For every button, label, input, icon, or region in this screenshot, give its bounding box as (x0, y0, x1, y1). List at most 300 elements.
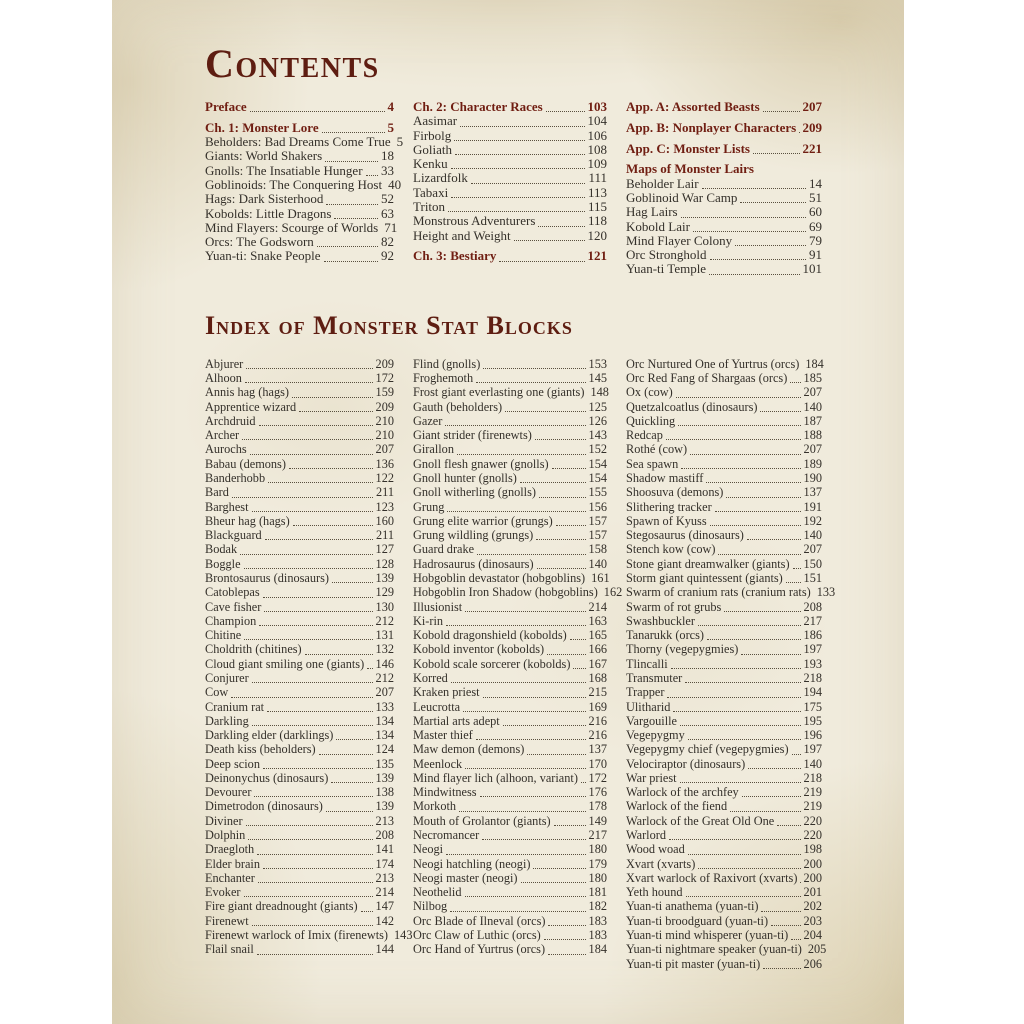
entry-page-number: 124 (375, 742, 394, 757)
entry-page-number: 176 (588, 785, 607, 800)
dot-leader (693, 221, 806, 232)
index-entry (205, 585, 394, 599)
entry-page-number: 133 (816, 585, 836, 600)
entry-label: Cranium rat (205, 699, 265, 714)
entry-label: Yuan-ti Temple (626, 261, 707, 277)
dot-leader (581, 773, 586, 784)
entry-page-number: 208 (803, 599, 822, 614)
dot-leader (688, 844, 801, 855)
entry-label: Darkling elder (darklings) (205, 728, 334, 743)
entry-page-number: 180 (588, 842, 607, 857)
entry-label: Shadow mastiff (626, 471, 704, 486)
entry-label: Deinonychus (dinosaurs) (205, 770, 329, 785)
entry-page-number: 120 (587, 227, 607, 243)
entry-label: Orc Red Fang of Shargaas (orcs) (626, 371, 788, 386)
index-entry (413, 585, 623, 600)
dot-leader (232, 487, 373, 498)
dot-leader (673, 701, 800, 712)
dot-leader (455, 144, 585, 155)
entry-page-number: 165 (588, 628, 607, 643)
index-entry (413, 757, 607, 771)
entry-page-number: 118 (587, 213, 607, 229)
dot-leader (324, 251, 378, 262)
index-entry (205, 442, 394, 456)
dot-leader (257, 844, 372, 855)
entry-page-number: 188 (803, 428, 822, 443)
entry-label: App. C: Monster Lists (626, 140, 750, 156)
entry-page-number: 140 (588, 556, 607, 571)
index-entry (413, 899, 607, 913)
dot-leader (792, 744, 801, 755)
entry-page-number: 92 (381, 248, 394, 264)
index-entry (205, 814, 394, 828)
index-entry (205, 700, 394, 714)
index-entry (205, 514, 394, 528)
dot-leader (231, 687, 372, 698)
entry-page-number: 216 (588, 713, 607, 728)
entry-page-number: 185 (803, 371, 822, 386)
index-entry (205, 428, 394, 442)
toc-entry (626, 162, 822, 176)
entry-page-number: 179 (588, 856, 607, 871)
entry-label: Catoblepas (205, 585, 260, 600)
entry-page-number: 150 (803, 556, 822, 571)
dot-leader (676, 387, 801, 398)
entry-page-number: 216 (588, 728, 607, 743)
entry-page-number: 175 (803, 699, 822, 714)
dot-leader (538, 216, 585, 227)
entry-page-number: 191 (803, 499, 822, 514)
entry-label: Goblinoids: The Conquering Host (205, 176, 383, 192)
dot-leader (791, 930, 800, 941)
index-entry (626, 828, 822, 842)
entry-page-number: 221 (802, 140, 822, 156)
entry-label: Barghest (205, 499, 249, 514)
entry-label: Spawn of Kyuss (626, 513, 707, 528)
index-entry (626, 928, 822, 942)
index-entry (626, 700, 822, 714)
entry-page-number: 136 (375, 456, 394, 471)
toc-entry (626, 177, 822, 191)
dot-leader (252, 915, 373, 926)
index-entry (205, 857, 394, 871)
dot-leader (477, 544, 585, 555)
entry-page-number: 146 (375, 656, 394, 671)
index-entry (205, 400, 394, 414)
entry-page-number: 218 (803, 670, 822, 685)
entry-label: Height and Weight (413, 227, 511, 243)
dot-leader (465, 887, 586, 898)
entry-page-number: 139 (375, 770, 394, 785)
entry-label: Elder brain (205, 856, 260, 871)
index-entry (626, 942, 827, 957)
index-entry (413, 642, 607, 656)
dot-leader (793, 558, 801, 569)
dot-leader (760, 401, 800, 412)
index-entry (626, 571, 822, 585)
entry-page-number: 40 (388, 176, 402, 192)
dot-leader (533, 858, 585, 869)
entry-label: Swashbuckler (626, 613, 695, 628)
entry-page-number: 214 (375, 885, 394, 900)
entry-label: Morkoth (413, 799, 457, 814)
entry-page-number: 189 (803, 456, 822, 471)
entry-label: App. A: Assorted Beasts (626, 99, 760, 114)
page-content (205, 41, 836, 971)
index-entry (413, 400, 607, 414)
entry-label: Mind Flayer Colony (626, 232, 733, 248)
dot-leader (322, 122, 385, 133)
entry-page-number: 143 (394, 928, 413, 943)
entry-label: Aurochs (205, 442, 247, 457)
entry-page-number: 220 (803, 828, 822, 843)
entry-label: Grung wildling (grungs) (413, 528, 534, 543)
index-entry (626, 442, 822, 456)
entry-page-number: 168 (588, 670, 607, 685)
entry-label: Babau (demons) (205, 456, 286, 471)
entry-page-number: 196 (803, 728, 822, 743)
index-title: Index of Monster Stat Blocks (205, 310, 573, 340)
entry-label: Bard (205, 485, 229, 500)
dot-leader (463, 701, 585, 712)
dot-leader (289, 458, 373, 469)
dot-leader (537, 558, 586, 569)
dot-leader (535, 430, 586, 441)
entry-page-number: 207 (803, 442, 822, 457)
toc-entry (413, 229, 607, 243)
entry-page-number: 157 (588, 513, 607, 528)
entry-label: Hobgoblin devastator (hobgoblins) (413, 570, 586, 585)
entry-page-number: 14 (809, 175, 822, 191)
dot-leader (483, 687, 586, 698)
entry-label: Flail snail (205, 942, 254, 957)
index-entry (626, 885, 822, 899)
entry-label: Aasimar (413, 113, 458, 129)
dot-leader (707, 630, 801, 641)
entry-label: Conjurer (205, 670, 249, 685)
entry-label: Frost giant everlasting one (giants) (413, 385, 585, 400)
entry-label: Girallon (413, 442, 454, 457)
entry-label: Gnoll witherling (gnolls) (413, 485, 536, 500)
dot-leader (319, 744, 373, 755)
dot-leader (242, 430, 372, 441)
entry-label: Giant strider (firenewts) (413, 428, 532, 443)
entry-page-number: 111 (588, 170, 607, 186)
index-entry (626, 485, 822, 499)
index-entry (413, 528, 607, 542)
entry-page-number: 156 (588, 499, 607, 514)
entry-page-number: 167 (588, 656, 607, 671)
toc-entry (413, 100, 607, 114)
entry-label: Orc Stronghold (626, 247, 707, 263)
index-entry (205, 371, 394, 385)
toc-entry (626, 100, 822, 114)
entry-page-number: 140 (803, 528, 822, 543)
index-entry (205, 757, 394, 771)
entry-label: Yeth hound (626, 885, 683, 900)
dot-leader (718, 544, 800, 555)
entry-page-number: 183 (588, 913, 607, 928)
entry-label: Ch. 3: Bestiary (413, 248, 497, 264)
index-column-1 (205, 356, 413, 957)
toc-entry (413, 200, 607, 214)
entry-label: Blackguard (205, 528, 262, 543)
index-entry (413, 728, 607, 742)
entry-page-number: 155 (588, 485, 607, 500)
index-entry (205, 614, 394, 628)
index-entry (413, 628, 607, 642)
entry-label: Thorny (vegepygmies) (626, 642, 739, 657)
dot-leader (326, 801, 373, 812)
index-entry (626, 857, 822, 871)
entry-page-number: 217 (588, 828, 607, 843)
contents-column-1 (205, 99, 404, 264)
entry-label: Quetzalcoatlus (dinosaurs) (626, 399, 758, 414)
index-entry (413, 742, 607, 756)
dot-leader (451, 673, 586, 684)
entry-page-number: 108 (587, 141, 607, 157)
dot-leader (264, 601, 372, 612)
dot-leader (763, 101, 800, 112)
dot-leader (505, 401, 585, 412)
index-entry (626, 742, 822, 756)
entry-page-number: 152 (588, 442, 607, 457)
index-entry (413, 500, 607, 514)
entry-label: Goliath (413, 141, 452, 157)
index-entry (626, 514, 822, 528)
index-entry (626, 528, 822, 542)
entry-page-number: 101 (802, 261, 822, 277)
dot-leader (548, 915, 585, 926)
entry-label: Cave fisher (205, 599, 262, 614)
entry-label: Xvart (xvarts) (626, 856, 696, 871)
dot-leader (520, 473, 586, 484)
index-entry (205, 571, 394, 585)
dot-leader (445, 416, 585, 427)
toc-entry (205, 235, 394, 249)
entry-label: Dimetrodon (dinosaurs) (205, 799, 323, 814)
dot-leader (552, 458, 586, 469)
dot-leader (771, 915, 800, 926)
entry-label: Flind (gnolls) (413, 356, 481, 371)
index-entry (413, 885, 607, 899)
entry-label: Gnoll hunter (gnolls) (413, 471, 517, 486)
entry-label: Devourer (205, 785, 252, 800)
dot-leader (573, 658, 585, 669)
index-entry (413, 557, 607, 571)
index-entry (205, 542, 394, 556)
entry-label: Neogi (413, 842, 444, 857)
index-entry (205, 842, 394, 856)
entry-label: Ox (cow) (626, 385, 673, 400)
dot-leader (547, 644, 585, 655)
dot-leader (570, 630, 586, 641)
entry-page-number: 213 (375, 813, 394, 828)
book-page (112, 0, 904, 1024)
entry-label: Hadrosaurus (dinosaurs) (413, 556, 534, 571)
entry-page-number: 219 (803, 785, 822, 800)
entry-label: Rothé (cow) (626, 442, 688, 457)
dot-leader (556, 516, 586, 527)
entry-label: Neothelid (413, 885, 462, 900)
dot-leader (742, 787, 801, 798)
index-entry (205, 785, 394, 799)
entry-page-number: 123 (375, 499, 394, 514)
entry-page-number: 159 (375, 385, 394, 400)
index-columns (205, 356, 836, 971)
entry-label: Ch. 1: Monster Lore (205, 119, 319, 135)
dot-leader (460, 115, 584, 126)
index-column-3 (626, 356, 836, 971)
entry-page-number: 198 (803, 842, 822, 857)
entry-page-number: 5 (396, 134, 404, 150)
dot-leader (476, 373, 585, 384)
entry-label: Bodak (205, 542, 238, 557)
entry-label: Chitine (205, 628, 242, 643)
entry-page-number: 202 (803, 899, 822, 914)
dot-leader (250, 444, 373, 455)
entry-label: Swarm of rot grubs (626, 599, 722, 614)
index-entry (626, 657, 822, 671)
entry-page-number: 161 (591, 570, 610, 585)
entry-label: Cloud giant smiling one (giants) (205, 656, 365, 671)
entry-page-number: 207 (802, 99, 822, 114)
entry-page-number: 209 (375, 399, 394, 414)
entry-page-number: 153 (588, 356, 607, 371)
entry-label: Mindwitness (413, 785, 477, 800)
entry-page-number: 208 (375, 828, 394, 843)
index-entry (413, 485, 607, 499)
entry-page-number: 140 (803, 756, 822, 771)
index-entry (413, 414, 607, 428)
entry-label: Warlock of the archfey (626, 785, 739, 800)
entry-page-number: 139 (375, 570, 394, 585)
index-entry (413, 857, 607, 871)
toc-entry (626, 121, 822, 135)
entry-label: Transmuter (626, 670, 683, 685)
toc-entry (413, 114, 607, 128)
index-entry (413, 657, 607, 671)
dot-leader (331, 773, 372, 784)
index-entry (205, 657, 394, 671)
entry-label: Firenewt warlock of Imix (firenewts) (205, 928, 389, 943)
entry-page-number: 133 (375, 699, 394, 714)
entry-label: Yuan-ti mind whisperer (yuan-ti) (626, 928, 789, 943)
index-entry (626, 842, 822, 856)
index-entry (626, 771, 822, 785)
entry-page-number: 194 (803, 685, 822, 700)
dot-leader (447, 501, 585, 512)
dot-leader (465, 758, 585, 769)
index-entry (626, 714, 822, 728)
entry-label: Necromancer (413, 828, 480, 843)
dot-leader (690, 444, 800, 455)
entry-page-number: 201 (803, 885, 822, 900)
entry-page-number: 157 (588, 528, 607, 543)
entry-page-number: 128 (375, 556, 394, 571)
dot-leader (457, 444, 586, 455)
entry-label: Vargouille (626, 713, 678, 728)
dot-leader (244, 630, 372, 641)
entry-label: Orc Claw of Luthic (orcs) (413, 928, 541, 943)
index-entry (413, 471, 607, 485)
entry-page-number: 209 (375, 356, 394, 371)
entry-label: Vegepygmy (626, 728, 685, 743)
toc-entry (413, 171, 607, 185)
entry-label: Gazer (413, 413, 443, 428)
dot-leader (245, 373, 373, 384)
dot-leader (471, 173, 586, 184)
index-entry (626, 428, 822, 442)
dot-leader (252, 673, 373, 684)
dot-leader (688, 730, 801, 741)
entry-label: Gnoll flesh gnawer (gnolls) (413, 456, 549, 471)
index-entry (626, 500, 822, 514)
entry-label: Preface (205, 99, 247, 114)
entry-page-number: 52 (381, 191, 394, 207)
entry-page-number: 4 (387, 99, 394, 114)
index-entry (626, 957, 822, 971)
entry-page-number: 60 (809, 204, 822, 220)
index-entry (205, 485, 394, 499)
entry-page-number: 212 (375, 613, 394, 628)
entry-page-number: 213 (375, 870, 394, 885)
entry-label: Neogi master (neogi) (413, 870, 518, 885)
entry-page-number: 200 (803, 870, 822, 885)
entry-page-number: 200 (803, 856, 822, 871)
entry-label: Hags: Dark Sisterhood (205, 191, 324, 207)
index-entry (205, 928, 413, 943)
entry-page-number: 127 (375, 542, 394, 557)
index-entry (626, 471, 822, 485)
index-entry (205, 671, 394, 685)
entry-label: Bheur hag (hags) (205, 513, 290, 528)
entry-label: Kobold Lair (626, 218, 690, 234)
entry-page-number: 182 (588, 899, 607, 914)
dot-leader (536, 530, 585, 541)
entry-label: Darkling (205, 713, 249, 728)
entry-page-number: 184 (588, 942, 607, 957)
dot-leader (367, 658, 372, 669)
entry-page-number: 106 (587, 127, 607, 143)
entry-page-number: 170 (588, 756, 607, 771)
entry-label: Triton (413, 199, 446, 215)
index-entry (626, 799, 822, 813)
entry-page-number: 219 (803, 799, 822, 814)
index-entry (413, 600, 607, 614)
entry-label: Fire giant dreadnought (giants) (205, 899, 358, 914)
dot-leader (450, 901, 585, 912)
entry-page-number: 204 (803, 928, 822, 943)
index-entry (205, 471, 394, 485)
entry-label: Kobolds: Little Dragons (205, 205, 332, 221)
dot-leader (267, 701, 372, 712)
dot-leader (777, 815, 800, 826)
index-entry (205, 628, 394, 642)
index-entry (626, 371, 822, 385)
dot-leader (248, 830, 372, 841)
entry-page-number: 195 (803, 713, 822, 728)
dot-leader (292, 387, 373, 398)
dot-leader (446, 616, 585, 627)
entry-label: Alhoon (205, 371, 242, 386)
dot-leader (740, 192, 806, 203)
index-entry (413, 700, 607, 714)
toc-entry (205, 164, 394, 178)
entry-label: Hag Lairs (626, 204, 678, 220)
entry-page-number: 131 (375, 628, 394, 643)
entry-label: Beholder Lair (626, 175, 699, 191)
